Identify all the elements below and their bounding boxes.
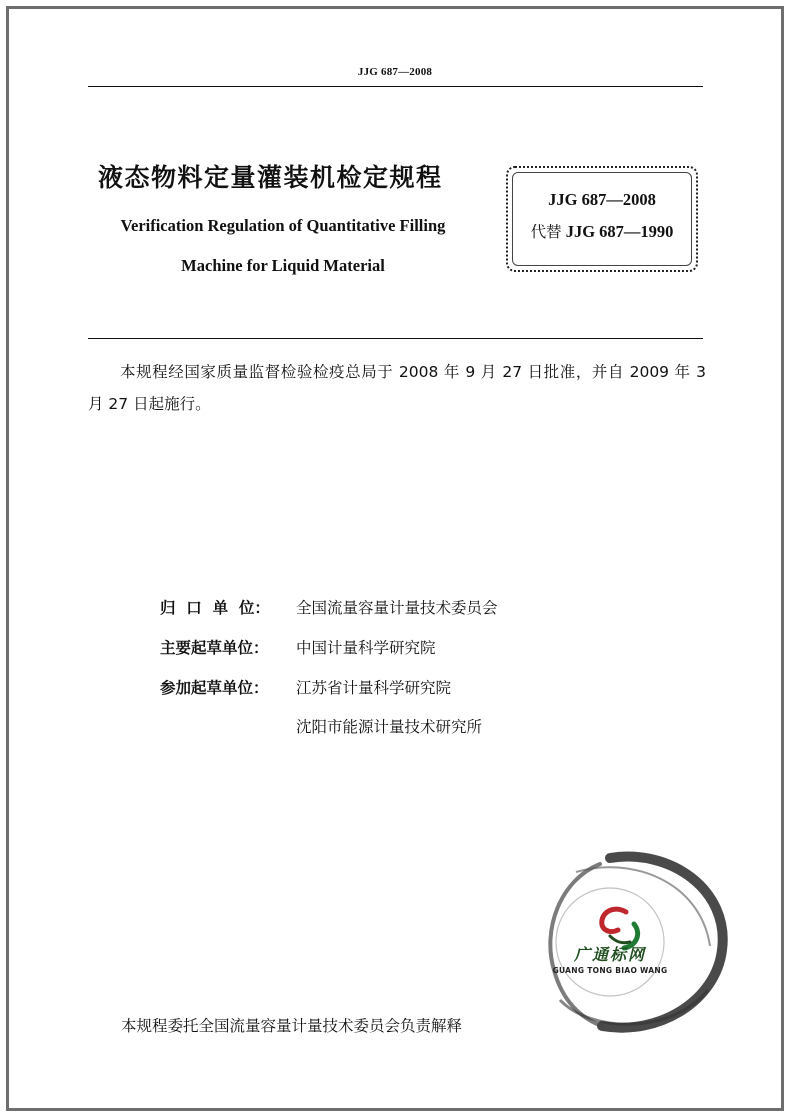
replaces-label: 代替 bbox=[530, 223, 562, 241]
watermark-name-cn: 广通标网 bbox=[573, 945, 646, 964]
header-standard-code: JJG 687—2008 bbox=[357, 66, 433, 78]
replaces-code: JJG 687—1990 bbox=[565, 222, 674, 241]
code-box-code: JJG 687—2008 bbox=[548, 190, 656, 209]
title-english-line1: Verification Regulation of Quantitative Filling bbox=[120, 216, 446, 235]
responsible-unit-label: 归 口 单 位： bbox=[160, 599, 270, 617]
code-box-replaces bbox=[508, 220, 696, 242]
participating-drafter-row bbox=[160, 676, 451, 700]
title-english-line2: Machine for Liquid Material bbox=[181, 256, 385, 275]
main-drafter-value: 中国计量科学研究院 bbox=[296, 639, 436, 657]
responsible-unit-value: 全国流量容量计量技术委员会 bbox=[296, 599, 498, 617]
standard-code-box bbox=[506, 166, 698, 272]
header-rule bbox=[88, 86, 703, 87]
interpretation-note: 本规程委托全国流量容量计量技术委员会负责解释 bbox=[121, 1017, 463, 1035]
watermark-name-en: GUANG TONG BIAO WANG bbox=[552, 966, 668, 975]
participating-drafter-value-2: 沈阳市能源计量技术研究所 bbox=[296, 718, 483, 736]
responsible-unit-row bbox=[160, 596, 498, 620]
watermark-seal bbox=[540, 850, 740, 1040]
main-drafter-label: 主要起草单位： bbox=[160, 639, 269, 657]
approval-statement: 本规程经国家质量监督检验检疫总局于 2008 年 9 月 27 日批准，并自 2009 年 3 月 27 日起施行。 bbox=[88, 363, 706, 413]
participating-drafter-value-1: 江苏省计量科学研究院 bbox=[296, 679, 452, 697]
main-drafter-row bbox=[160, 636, 436, 660]
title-rule bbox=[88, 338, 703, 339]
participating-drafter-label: 参加起草单位： bbox=[160, 679, 269, 697]
title-chinese: 液态物料定量灌装机检定规程 bbox=[98, 163, 443, 192]
code-box-inner-border bbox=[512, 172, 692, 266]
participating-drafter-row-2 bbox=[160, 715, 482, 739]
